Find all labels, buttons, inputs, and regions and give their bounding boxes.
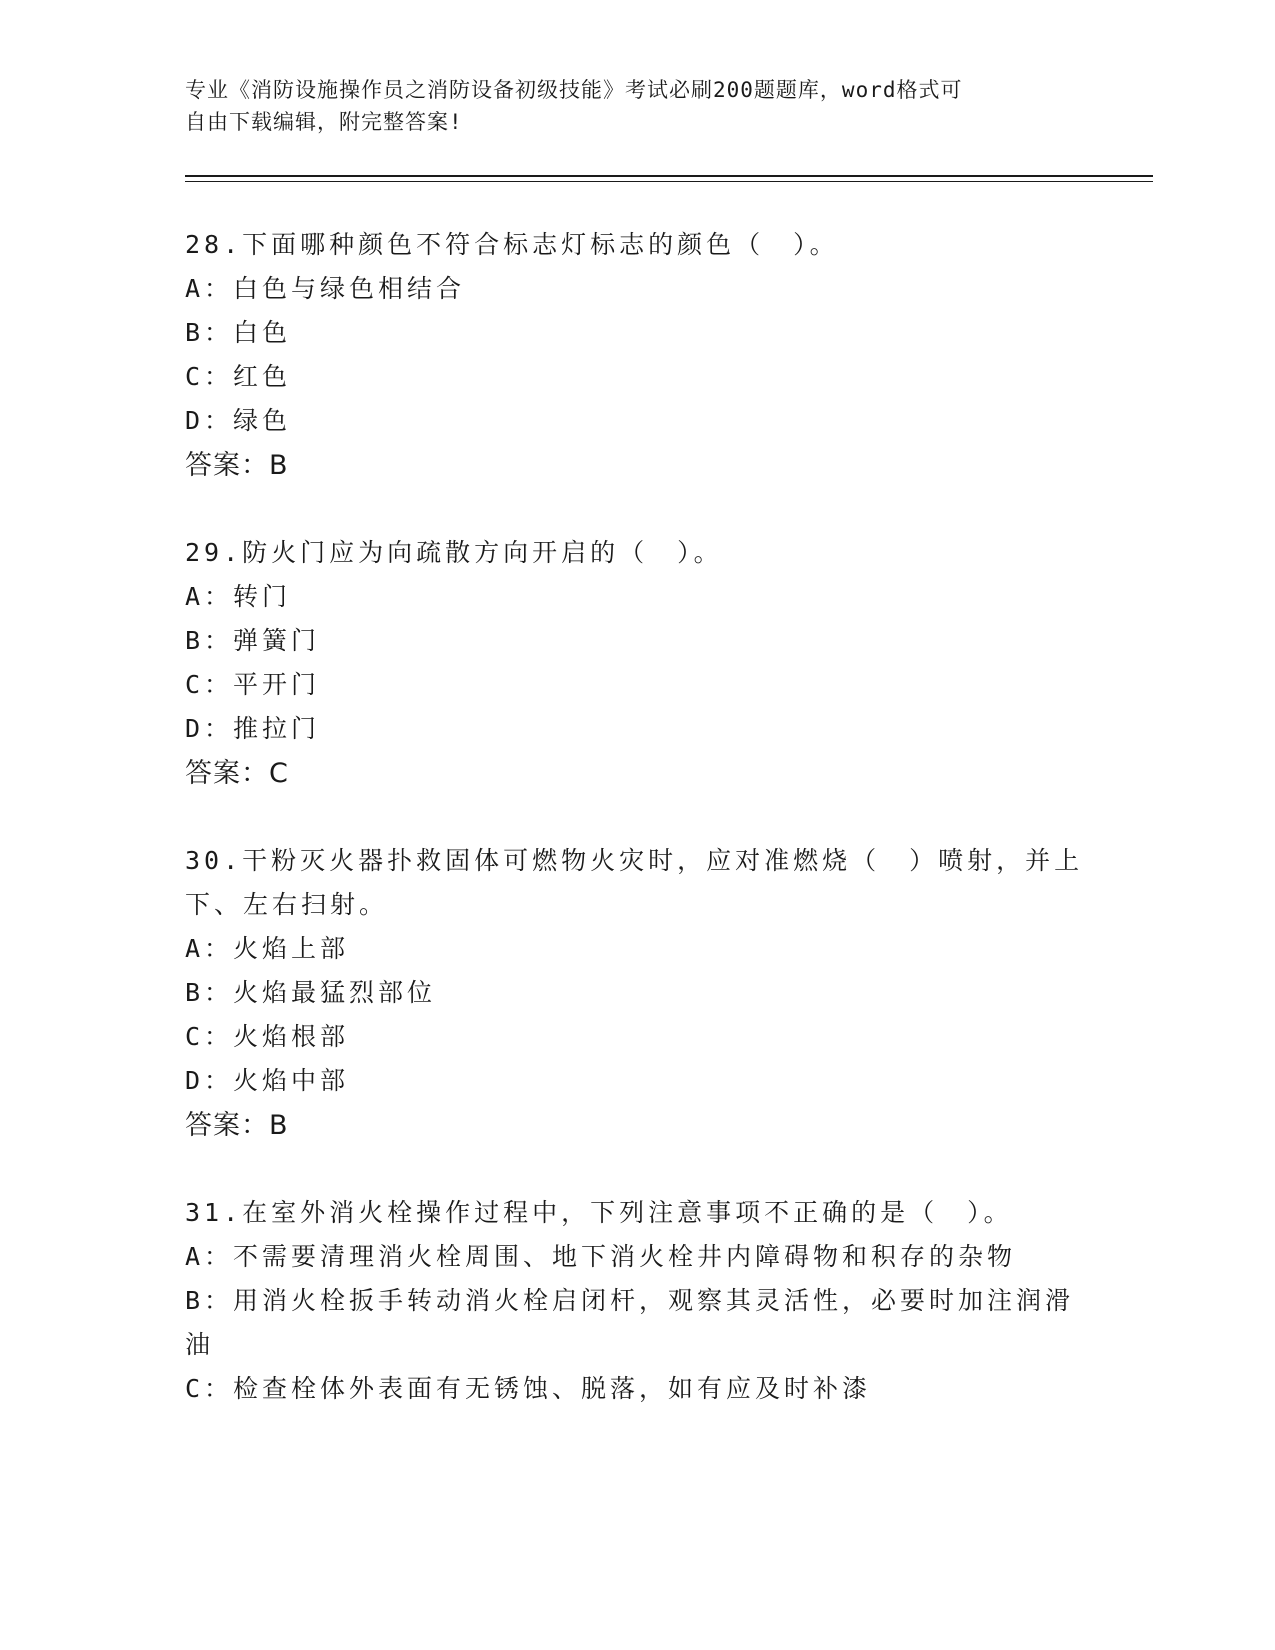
question-28-answer: 答案：B [185,450,289,481]
question-28-stem: 28.下面哪种颜色不符合标志灯标志的颜色（ ）。 [185,230,839,259]
header-divider-thin [185,181,1153,182]
question-29-answer: 答案：C [185,758,289,789]
question-29-option-c: C：平开门 [185,670,321,699]
question-30-stem-cont: 下、左右扫射。 [185,890,389,919]
question-31-option-c: C：检查栓体外表面有无锈蚀、脱落，如有应及时补漆 [185,1374,872,1403]
question-30-option-c: C：火焰根部 [185,1022,350,1051]
question-29-option-a: A：转门 [185,582,292,611]
question-31-option-b-cont: 油 [185,1330,215,1359]
header-divider-thick [185,175,1153,177]
document-header [185,74,1085,138]
header-line-2: 自由下载编辑，附完整答案! [185,110,463,134]
question-30-option-a: A：火焰上部 [185,934,350,963]
question-29-option-b: B：弹簧门 [185,626,321,655]
question-30-option-b: B：火焰最猛烈部位 [185,978,437,1007]
question-28-option-b: B：白色 [185,318,292,347]
question-28-option-d: D：绿色 [185,406,292,435]
question-28-option-c: C：红色 [185,362,292,391]
question-31-stem: 31.在室外消火栓操作过程中，下列注意事项不正确的是（ ）。 [185,1198,1013,1227]
question-31-option-b: B：用消火栓扳手转动消火栓启闭杆，观察其灵活性，必要时加注润滑 [185,1286,1075,1315]
question-30-stem: 30.干粉灭火器扑救固体可燃物火灾时，应对准燃烧（ ）喷射，并上 [185,846,1084,875]
question-30-answer: 答案：B [185,1110,289,1141]
header-line-1: 专业《消防设施操作员之消防设备初级技能》考试必刷200题题库，word格式可 [185,78,963,102]
question-30-option-d: D：火焰中部 [185,1066,350,1095]
question-28-option-a: A：白色与绿色相结合 [185,274,466,303]
question-29-stem: 29.防火门应为向疏散方向开启的（ ）。 [185,538,723,567]
question-31-option-a: A：不需要清理消火栓周围、地下消火栓井内障碍物和积存的杂物 [185,1242,1017,1271]
question-29-option-d: D：推拉门 [185,714,321,743]
